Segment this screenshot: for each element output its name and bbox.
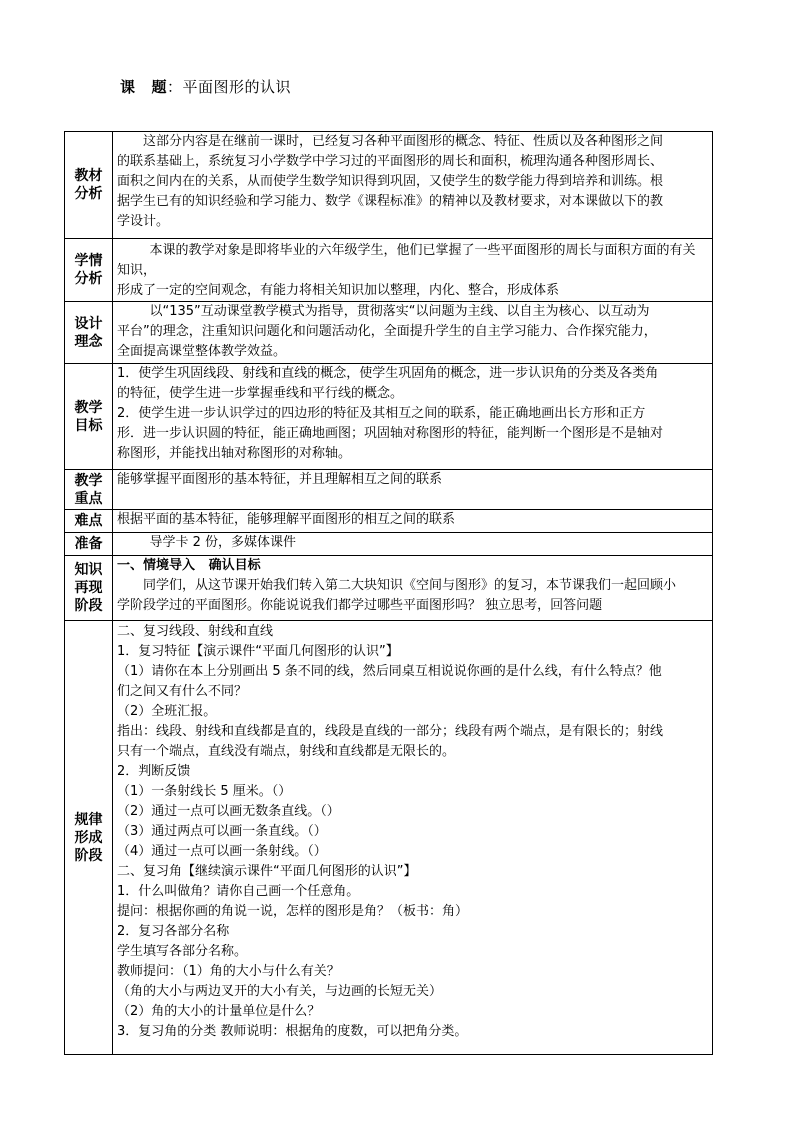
row-knowledge-recall [65,556,713,621]
lesson-title [120,76,291,97]
text-line: （2）全班汇报。 [117,704,217,719]
text-line: 同学们，从这节课开始我们转入第二大块知识《空间与图形》的复习，本节课我们一起回顾小 [143,578,677,593]
text-line: 们之间又有什么不同？ [117,684,248,699]
knowledge-recall-content [113,556,713,621]
lesson-plan-table [64,131,713,1055]
header-line: 阶段 [74,847,103,864]
text-line: 面积之间内在的关系，从而使学生数学知识得到巩固，又使学生的数学能力得到培养和训练。根 [117,174,664,189]
row-header [65,470,113,510]
header-line: 阶段 [74,598,103,614]
text-line: （1）请你在本上分别画出 5 条不同的线，然后同桌互相说说你画的是什么线，有什么特点？他 [117,664,662,679]
text-line: （1）一条射线长 5 厘米。（） [117,784,292,799]
text-line: （2）角的大小的计量单位是什么？ [117,1004,321,1019]
teaching-goals-content [113,364,713,470]
design-concept-content [113,302,713,364]
text-line: （3）通过两点可以画一条直线。（） [117,824,327,839]
text-line: 本课的教学对象是即将毕业的六年级学生，他们已掌握了一些平面图形的周长与面积方面的有关知识， [117,243,696,278]
text-line: （4）通过一点可以画一条射线。（） [117,844,327,859]
header-line: 目标 [74,417,103,434]
header-line: 难点 [74,513,103,529]
text-line: 称图形，并能找出轴对称图形的对称轴。 [117,446,352,461]
text-line: 的联系基础上，系统复习小学数学中学习过的平面图形的周长和面积，梳理沟通各种图形周长、 [117,154,664,169]
row-preparation [65,533,713,556]
row-difficulty [65,510,713,533]
textbook-analysis-content [113,132,713,239]
text-line: 2．复习各部分名称 [117,924,230,939]
text-line: 二、复习线段、射线和直线 [117,624,274,639]
row-header [65,556,113,621]
title-separator: ： [167,78,183,96]
student-analysis-content [113,239,713,302]
text-line: 形成了一定的空间观念，有能力将相关知识加以整理，内化、整合，形成体系 [117,283,560,298]
text-line: 提问：根据你画的角说一说，怎样的图形是角？（板书：角） [117,904,469,919]
row-design-concept [65,302,713,364]
text-line: 这部分内容是在继前一课时，已经复习各种平面图形的概念、特征、性质以及各种图形之间 [143,134,664,149]
row-header [65,510,113,533]
preparation-content [113,533,713,556]
header-line: 理念 [74,333,103,350]
header-line: 分析 [74,186,103,202]
row-pattern-formation [65,621,713,1055]
text-line: 教师提问：（1）角的大小与什么有关？ [117,964,340,979]
row-header [65,533,113,556]
text-line: 二、复习角【继续演示课件“平面几何图形的认识”】 [117,864,417,879]
header-line: 再现 [74,580,103,596]
header-line: 教材 [74,168,103,184]
text-line: 的特征，使学生进一步掌握垂线和平行线的概念。 [117,386,404,401]
header-line: 设计 [74,315,103,332]
text-line: （角的大小与两边叉开的大小有关，与边画的长短无关） [117,984,443,999]
row-header [65,621,113,1055]
header-line: 教学 [74,472,103,489]
title-label-2: 题 [151,78,168,96]
row-textbook-analysis [65,132,713,239]
header-line: 知识 [74,562,103,578]
pattern-formation-content [113,621,713,1055]
text-line: （2）通过一点可以画无数条直线。（） [117,804,340,819]
header-line: 分析 [74,271,103,287]
text-line: 3．复习角的分类 教师说明：根据角的度数，可以把角分类。 [117,1024,468,1039]
row-header [65,132,113,239]
header-line: 学情 [74,253,103,269]
row-header [65,302,113,364]
text-line: 据学生已有的知识经验和学习能力、数学《课程标准》的精神以及教材要求，对本课做以下的教 [117,194,664,209]
text-line: 1．使学生巩固线段、射线和直线的概念，使学生巩固角的概念，进一步认识角的分类及各类角 [117,366,659,381]
text-line: 平台”的理念，注重知识问题化和问题活动化，全面提升学生的自主学习能力、合作探究能力， [117,324,657,339]
row-teaching-goals [65,364,713,470]
text-line: 学生填写各部分名称。 [117,944,248,959]
teaching-focus-content [113,470,713,510]
text-line: 指出：线段、射线和直线都是直的，线段是直线的一部分；线段有两个端点，是有限长的；射线 [117,724,664,739]
header-line: 形成 [74,829,103,846]
text-line: 学阶段学过的平面图形。你能说说我们都学过哪些平面图形吗？ 独立思考，回答问题 [117,598,603,613]
title-label-1: 课 [120,78,136,96]
text-line: 能够掌握平面图形的基本特征，并且理解相互之间的联系 [117,472,443,487]
text-line: 全面提高课堂整体教学效益。 [117,344,287,359]
text-line: 2．使学生进一步认识学过的四边形的特征及其相互之间的联系，能正确地画出长方形和正方 [117,406,646,421]
row-header [65,239,113,302]
text-line: 根据平面的基本特征，能够理解平面图形的相互之间的联系 [117,512,456,527]
difficulty-content [113,510,713,533]
text-line: 2．判断反馈 [117,764,191,779]
text-line: 导学卡 2 份，多媒体课件 [149,535,297,550]
section-heading: 一、情境导入 确认目标 [117,558,261,573]
header-line: 重点 [74,490,103,507]
row-student-analysis [65,239,713,302]
row-header [65,364,113,470]
text-line: 学设计。 [117,214,170,229]
text-line: 1．什么叫做角？请你自己画一个任意角。 [117,884,360,899]
text-line: 1．复习特征【演示课件“平面几何图形的认识”】 [117,644,399,659]
title-text: 平面图形的认识 [182,78,292,96]
text-line: 只有一个端点，直线没有端点，射线和直线都是无限长的。 [117,744,456,759]
text-line: 以“135”互动课堂教学模式为指导，贯彻落实“以问题为主线、以自主为核心、以互动为 [149,304,650,319]
text-line: 形．进一步认识圆的特征，能正确地画图；巩固轴对称图形的特征，能判断一个图形是不是轴对 [117,426,664,441]
header-line: 教学 [74,399,103,416]
header-line: 准备 [74,536,103,552]
header-line: 规律 [74,811,103,828]
row-teaching-focus [65,470,713,510]
